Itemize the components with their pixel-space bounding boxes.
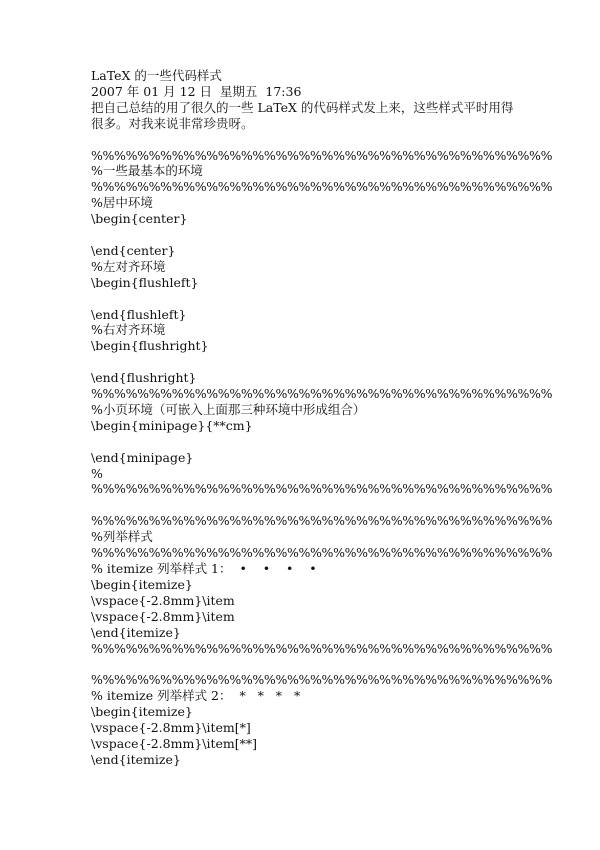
code-line: \begin{minipage}{**cm} — [91, 417, 253, 433]
document-intro: 把自己总结的用了很久的一些 LaTeX 的代码样式发上来，这些样式平时用得很多。对我来说非常珍贵呀。 — [91, 99, 514, 131]
spacer — [91, 132, 521, 148]
comment-itemize-style-2: % itemize 列举样式 2： * * * * — [91, 688, 301, 704]
comment-itemize-style-1: % itemize 列举样式 1： • • • • — [91, 561, 317, 576]
section-heading-basic-environments: %一些最基本的环境 — [91, 163, 203, 179]
separator-line: %%%%%%%%%%%%%%%%%%%%%%%%%%%%%%%%%%%%%%%% — [91, 545, 553, 561]
code-line: \vspace{-2.8mm}\item[**] — [91, 735, 257, 751]
code-line: \begin{flushright} — [91, 338, 209, 354]
section-heading-list-styles: %列举样式 — [91, 529, 153, 545]
spacer — [91, 291, 521, 307]
code-line: \begin{itemize} — [91, 576, 193, 592]
spacer — [91, 227, 521, 243]
spacer — [91, 434, 521, 450]
code-line: \begin{flushleft} — [91, 274, 199, 290]
code-line: \vspace{-2.8mm}\item — [91, 592, 235, 608]
document-title: LaTeX 的一些代码样式 — [91, 68, 222, 83]
separator-line: %%%%%%%%%%%%%%%%%%%%%%%%%%%%%%%%%%%%%%%% — [91, 672, 553, 688]
code-line: \begin{center} — [91, 211, 188, 227]
comment-center-environment: %居中环境 — [91, 195, 153, 211]
code-line: \end{itemize} — [91, 751, 181, 767]
separator-line: %%%%%%%%%%%%%%%%%%%%%%%%%%%%%%%%%%%%%%%% — [91, 179, 553, 195]
separator-line: %%%%%%%%%%%%%%%%%%%%%%%%%%%%%%%%%%%%%%%% — [91, 481, 553, 497]
comment-flushright-environment: %右对齐环境 — [91, 322, 166, 338]
separator-line: %%%%%%%%%%%%%%%%%%%%%%%%%%%%%%%%%%%%%%%% — [91, 513, 553, 529]
code-line: \vspace{-2.8mm}\item[*] — [91, 720, 251, 736]
code-line: \end{flushleft} — [91, 306, 187, 322]
code-line: \end{flushright} — [91, 370, 197, 386]
document-page — [91, 68, 553, 768]
document-date: 2007 年 01 月 12 日 星期五 17:36 — [91, 83, 302, 99]
comment-line: % — [91, 465, 103, 481]
separator-line: %%%%%%%%%%%%%%%%%%%%%%%%%%%%%%%%%%%%%%%% — [91, 147, 553, 163]
separator-line: %%%%%%%%%%%%%%%%%%%%%%%%%%%%%%%%%%%%%%%% — [91, 386, 553, 402]
separator-line: %%%%%%%%%%%%%%%%%%%%%%%%%%%%%%%%%%%%%%%% — [91, 640, 553, 656]
code-line: \end{center} — [91, 242, 176, 258]
code-line: \end{minipage} — [91, 449, 194, 465]
comment-flushleft-environment: %左对齐环境 — [91, 258, 166, 274]
spacer — [91, 497, 521, 513]
code-line: \end{itemize} — [91, 624, 181, 640]
code-line: \vspace{-2.8mm}\item — [91, 608, 235, 624]
comment-minipage-environment: %小页环境（可嵌入上面那三种环境中形成组合） — [91, 401, 366, 417]
spacer — [91, 656, 521, 672]
spacer — [91, 354, 521, 370]
code-line: \begin{itemize} — [91, 704, 193, 720]
